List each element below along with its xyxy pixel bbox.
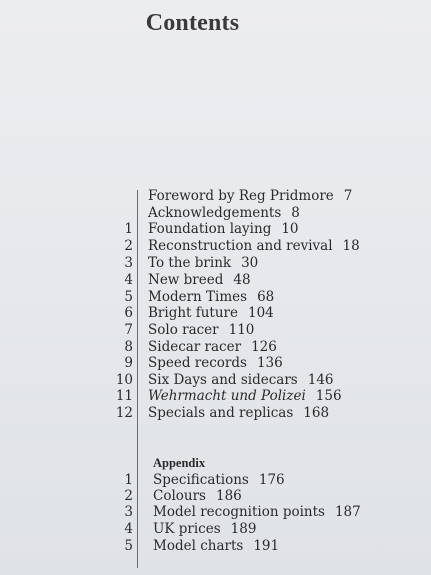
appendix-number: 1 xyxy=(124,472,133,488)
appendix-page: 189 xyxy=(230,521,257,537)
appendix-title: Colours xyxy=(153,488,206,504)
chapter-number: 2 xyxy=(124,238,133,254)
appendix-entry xyxy=(153,520,256,538)
chapter-number: 11 xyxy=(115,388,133,404)
appendix-title: UK prices xyxy=(153,521,221,537)
chapter-number: 9 xyxy=(124,355,133,371)
page-title: Contents xyxy=(145,10,240,36)
chapter-number: 4 xyxy=(124,272,133,288)
chapter-title: Wehrmacht und Polizei xyxy=(148,388,306,404)
appendix-entry xyxy=(153,503,361,521)
toc-row xyxy=(0,271,431,289)
chapter-number: 3 xyxy=(124,255,133,271)
toc-row xyxy=(0,254,431,272)
appendix-number: 3 xyxy=(124,504,133,520)
appendix-title: Specifications xyxy=(153,472,249,488)
chapter-page: 168 xyxy=(303,405,330,421)
chapter-page: 146 xyxy=(307,372,334,388)
chapter-entry xyxy=(148,404,329,422)
chapter-number: 5 xyxy=(124,289,133,305)
chapter-title: Foreword by Reg Pridmore xyxy=(148,188,334,204)
chapter-title: Foundation laying xyxy=(148,221,272,237)
toc-row xyxy=(0,237,431,255)
chapter-title: Modern Times xyxy=(148,289,248,305)
chapter-page: 8 xyxy=(291,205,300,221)
chapter-title: Six Days and sidecars xyxy=(148,372,298,388)
appendix-row xyxy=(0,520,431,538)
appendix-heading: Appendix xyxy=(153,456,206,470)
toc-row xyxy=(0,321,431,339)
toc-row xyxy=(0,354,431,372)
chapter-title: Sidecar racer xyxy=(148,339,242,355)
chapter-entry xyxy=(148,220,299,238)
toc-row xyxy=(0,187,431,205)
chapter-entry xyxy=(148,387,342,405)
chapter-number: 7 xyxy=(124,322,133,338)
appendix-number: 4 xyxy=(124,521,133,537)
chapter-entry xyxy=(148,271,251,289)
appendix-title: Model recognition points xyxy=(153,504,325,520)
chapter-title: Acknowledgements xyxy=(148,205,282,221)
appendix-title: Model charts xyxy=(153,538,244,554)
chapter-page: 104 xyxy=(248,305,274,321)
chapter-title: Specials and replicas xyxy=(148,405,294,421)
chapter-title: Solo racer xyxy=(148,322,219,338)
chapter-entry xyxy=(148,354,283,372)
chapter-title: Speed records xyxy=(148,355,247,371)
chapter-title: Reconstruction and revival xyxy=(148,238,333,254)
chapter-page: 110 xyxy=(228,322,255,338)
toc-row xyxy=(0,304,431,322)
appendix-row xyxy=(0,503,431,521)
appendix-page: 176 xyxy=(258,472,285,488)
appendix-number: 2 xyxy=(124,488,133,504)
appendix-entry xyxy=(153,537,279,555)
chapter-number: 1 xyxy=(124,221,133,237)
chapter-title: To the brink xyxy=(148,255,232,271)
chapter-page: 18 xyxy=(342,238,360,254)
chapter-page: 136 xyxy=(256,355,283,371)
chapter-page: 68 xyxy=(257,289,275,305)
chapter-entry xyxy=(148,237,360,255)
chapter-number: 6 xyxy=(124,305,133,321)
chapter-number: 10 xyxy=(115,372,133,388)
chapter-number: 12 xyxy=(115,405,133,421)
toc-row xyxy=(0,220,431,238)
appendix-number: 5 xyxy=(124,538,133,554)
toc-row xyxy=(0,404,431,422)
chapter-entry xyxy=(148,321,254,339)
chapter-page: 126 xyxy=(251,339,277,355)
chapter-page: 30 xyxy=(241,255,259,271)
appendix-page: 186 xyxy=(215,488,242,504)
chapter-page: 7 xyxy=(343,188,353,204)
chapter-number: 8 xyxy=(124,339,133,355)
appendix-page: 191 xyxy=(253,538,280,554)
chapter-title: Bright future xyxy=(148,305,238,321)
appendix-row xyxy=(0,537,431,555)
chapter-title: New breed xyxy=(148,272,224,288)
chapter-page: 10 xyxy=(281,221,299,237)
appendix-page: 187 xyxy=(334,504,361,520)
chapter-entry xyxy=(148,254,258,272)
chapter-page: 156 xyxy=(315,388,342,404)
chapter-entry xyxy=(148,187,352,205)
toc-row xyxy=(0,387,431,405)
chapter-entry xyxy=(148,304,274,322)
chapter-page: 48 xyxy=(233,272,251,288)
